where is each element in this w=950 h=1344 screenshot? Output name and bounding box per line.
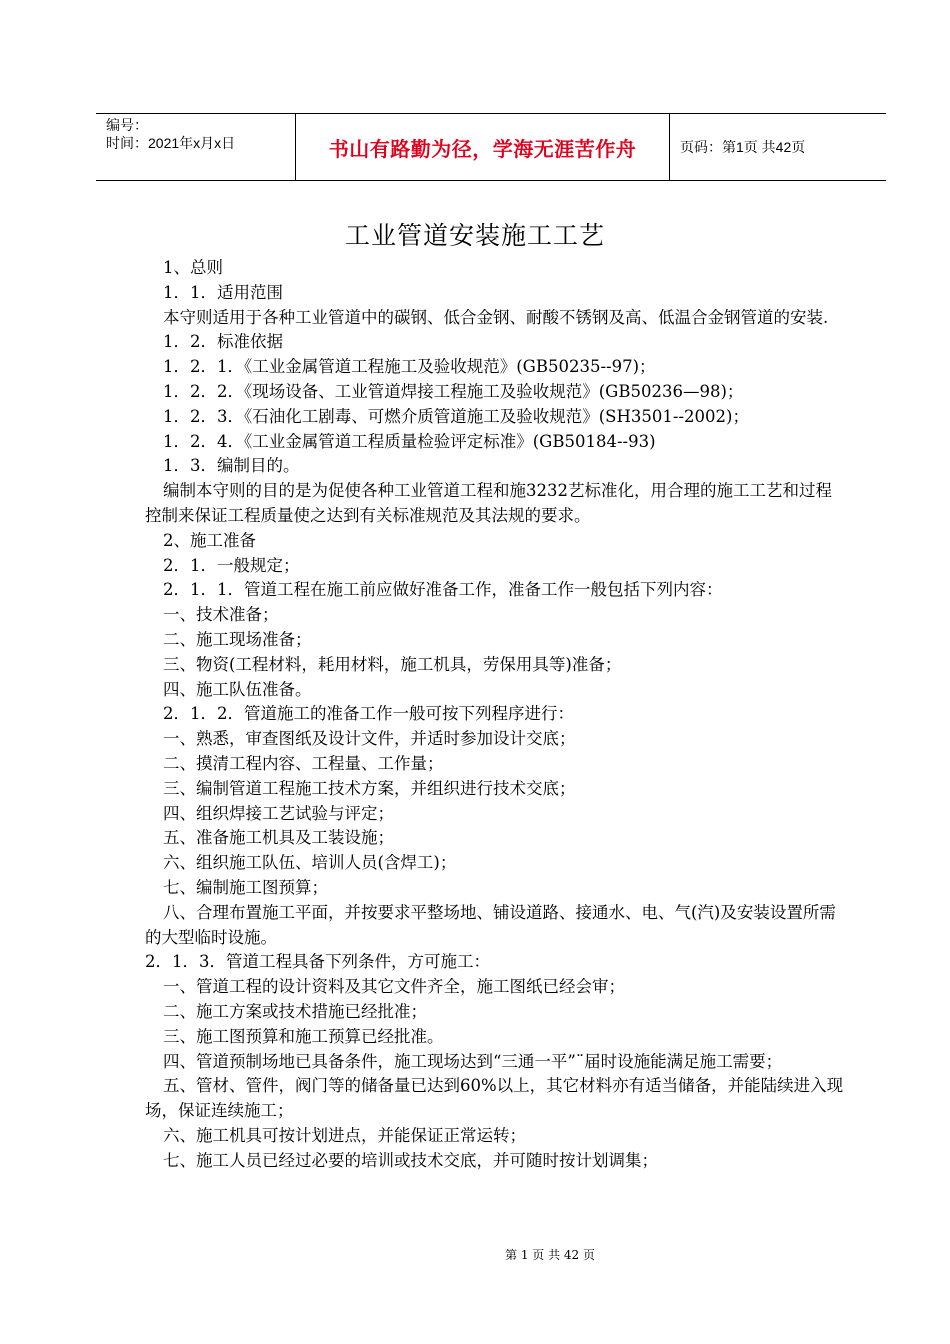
time-label: 时间：2021年x月x日 bbox=[106, 135, 236, 151]
body-paragraph: 2．1．3．管道工程具备下列条件，方可施工： bbox=[145, 952, 490, 972]
body-paragraph: 2．1．一般规定； bbox=[163, 555, 300, 575]
body-paragraph: 1．2．3．《石油化工剧毒、可燃介质管道施工及验收规范》(SH3501--2002)； bbox=[163, 406, 749, 426]
body-paragraph: 五、准备施工机具及工装设施； bbox=[163, 828, 394, 848]
body-paragraph: 四、施工队伍准备。 bbox=[163, 679, 312, 699]
body-paragraph: 三、编制管道工程施工技术方案，并组织进行技术交底； bbox=[163, 778, 576, 798]
body-paragraph: 2、施工准备 bbox=[163, 530, 256, 550]
page-footer: 第 1 页 共 42 页 bbox=[505, 1248, 595, 1262]
body-paragraph: 一、技术准备； bbox=[163, 605, 279, 625]
body-paragraph: 1、总则 bbox=[163, 258, 223, 277]
body-paragraph: 1．2．1．《工业金属管道工程施工及验收规范》(GB50235--97)； bbox=[163, 357, 656, 377]
body-paragraph: 1．2．4．《工业金属管道工程质量检验评定标准》(GB50184--93) bbox=[163, 431, 656, 451]
body-paragraph: 五、管材、管件，阀门等的储备量已达到60%以上，其它材料亦有适当储备，并能陆续进入现场，保证连续施工； bbox=[145, 1076, 844, 1121]
body-paragraph: 三、施工图预算和施工预算已经批准。 bbox=[163, 1026, 444, 1046]
body-paragraph: 2．1．1．管道工程在施工前应做好准备工作，准备工作一般包括下列内容： bbox=[163, 580, 723, 600]
body-paragraph: 七、施工人员已经过必要的培训或技术交底，并可随时按计划调集； bbox=[163, 1150, 658, 1170]
body-paragraph: 八、合理布置施工平面，并按要求平整场地、铺设道路、接通水、电、气(汽)及安装设置所需的大型临时设施。 bbox=[145, 902, 836, 947]
body-paragraph: 六、组织施工队伍、培训人员(含焊工)； bbox=[163, 853, 457, 873]
body-paragraph: 1．2．2．《现场设备、工业管道焊接工程施工及验收规范》(GB50236—98)； bbox=[163, 381, 744, 401]
body-paragraph: 1．2．标准依据 bbox=[163, 332, 283, 352]
header-meta bbox=[96, 114, 296, 180]
body-paragraph: 四、管道预制场地已具备条件，施工现场达到“三通一平”¨届时设施能满足施工需要； bbox=[163, 1051, 783, 1071]
body-paragraph: 二、施工现场准备； bbox=[163, 629, 312, 649]
body-paragraph: 七、编制施工图预算； bbox=[163, 877, 328, 897]
page-header bbox=[96, 113, 886, 181]
header-motto: 书山有路勤为径，学海无涯苦作舟 bbox=[296, 114, 670, 180]
body-paragraph: 本守则适用于各种工业管道中的碳钢、低合金钢、耐酸不锈钢及高、低温合金钢管道的安装. bbox=[163, 307, 829, 327]
body-paragraph: 2．1．2．管道施工的准备工作一般可按下列程序进行： bbox=[163, 704, 574, 724]
document-body bbox=[145, 256, 845, 1173]
body-paragraph: 四、组织焊接工艺试验与评定； bbox=[163, 803, 394, 823]
document-title: 工业管道安装施工工艺 bbox=[344, 221, 605, 250]
body-paragraph: 六、施工机具可按计划进点，并能保证正常运转； bbox=[163, 1125, 526, 1145]
body-paragraph: 一、熟悉，审查图纸及设计文件，并适时参加设计交底； bbox=[163, 729, 576, 749]
body-paragraph: 一、管道工程的设计资料及其它文件齐全，施工图纸已经会审； bbox=[163, 977, 625, 997]
body-paragraph: 1．1．适用范围 bbox=[163, 282, 283, 302]
body-paragraph: 三、物资(工程材料，耗用材料，施工机具，劳保用具等)准备； bbox=[163, 654, 622, 674]
body-paragraph: 二、摸清工程内容、工程量、工作量； bbox=[163, 753, 444, 773]
header-page-info: 页码：第1页 共42页 bbox=[680, 139, 806, 155]
body-paragraph: 二、施工方案或技术措施已经批准； bbox=[163, 1001, 427, 1021]
body-paragraph: 1．3．编制目的。 bbox=[163, 456, 300, 476]
number-label: 编号： bbox=[106, 117, 148, 133]
body-paragraph: 编制本守则的目的是为促使各种工业管道工程和施3232艺标准化，用合理的施工工艺和过程控制来保证工程质量使之达到有关标准规范及其法规的要求。 bbox=[145, 481, 832, 525]
